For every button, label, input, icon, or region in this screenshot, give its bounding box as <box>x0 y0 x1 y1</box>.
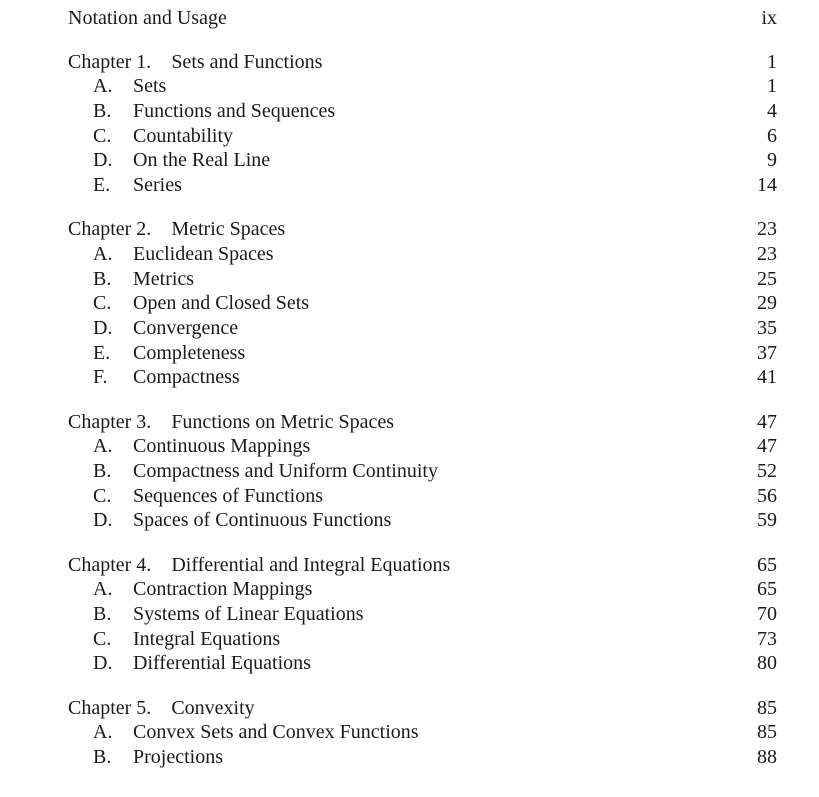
table-of-contents <box>68 6 777 770</box>
entry-title <box>93 745 757 770</box>
toc-entry-section[interactable] <box>68 291 777 316</box>
entry-page: 47 <box>757 435 777 458</box>
chapter-group <box>68 553 777 676</box>
entry-page: 29 <box>757 292 777 315</box>
entry-title <box>93 173 757 198</box>
entry-title <box>68 50 767 75</box>
entry-title <box>93 99 767 124</box>
section-letter: C. <box>93 484 112 507</box>
toc-entry-section[interactable] <box>68 316 777 341</box>
entry-title <box>93 124 767 149</box>
entry-page: ix <box>761 6 777 29</box>
toc-entry-section[interactable] <box>68 99 777 124</box>
toc-entry-section[interactable] <box>68 365 777 390</box>
section-title: Integral Equations <box>133 627 281 650</box>
chapter-label: Chapter 5. <box>68 696 152 719</box>
entry-page: 88 <box>757 745 777 768</box>
entry-title <box>93 148 767 173</box>
section-title: Continuous Mappings <box>133 435 311 458</box>
entry-title <box>93 459 757 484</box>
entry-title <box>93 577 757 602</box>
entry-page: 73 <box>757 627 777 650</box>
chapter-title: Functions on Metric Spaces <box>171 410 395 433</box>
entry-page: 65 <box>757 553 777 576</box>
chapter-group <box>68 50 777 198</box>
section-letter: E. <box>93 174 111 197</box>
chapter-title: Sets and Functions <box>171 50 323 73</box>
section-letter: B. <box>93 267 112 290</box>
entry-page: 52 <box>757 460 777 482</box>
entry-title: Notation and Usage <box>68 6 227 29</box>
toc-entry-section[interactable] <box>68 577 777 602</box>
toc-entry-section[interactable] <box>68 434 777 459</box>
section-letter: B. <box>93 745 112 768</box>
section-title: Compactness <box>133 366 240 389</box>
entry-title <box>68 410 757 435</box>
chapter-title: Convexity <box>171 696 255 719</box>
entry-page: 1 <box>767 50 777 73</box>
section-letter: B. <box>93 100 112 123</box>
section-letter: A. <box>93 243 113 265</box>
toc-entry-section[interactable] <box>68 720 777 745</box>
section-title: Differential Equations <box>133 652 311 675</box>
entry-page: 70 <box>757 602 777 625</box>
section-letter: D. <box>93 317 113 340</box>
section-letter: A. <box>93 75 113 98</box>
section-title: Countability <box>133 124 233 147</box>
section-title: Spaces of Continuous Functions <box>133 509 392 532</box>
entry-page: 59 <box>757 509 777 532</box>
entry-page: 80 <box>757 652 777 675</box>
entry-page: 85 <box>757 696 777 719</box>
section-letter: A. <box>93 578 113 601</box>
section-letter: B. <box>93 460 112 482</box>
section-title: Contraction Mappings <box>133 578 313 601</box>
section-title: Completeness <box>133 341 246 364</box>
chapter-group <box>68 696 777 770</box>
entry-title <box>93 365 757 390</box>
entry-title <box>93 484 757 509</box>
entry-title <box>68 217 757 242</box>
entry-title <box>93 74 767 99</box>
chapter-label: Chapter 2. <box>68 218 152 241</box>
entry-page: 65 <box>757 578 777 601</box>
entry-page: 41 <box>757 366 777 389</box>
entry-title <box>93 720 757 745</box>
toc-entry-notation[interactable] <box>68 6 777 31</box>
chapter-title: Differential and Integral Equations <box>171 553 451 576</box>
section-title: Compactness and Uniform Continuity <box>133 460 438 482</box>
entry-page: 6 <box>767 124 777 147</box>
toc-entry-section[interactable] <box>68 74 777 99</box>
toc-entry-section[interactable] <box>68 173 777 198</box>
toc-entry-section[interactable] <box>68 242 777 267</box>
section-title: Metrics <box>133 267 195 290</box>
toc-entry-chapter[interactable] <box>68 696 777 721</box>
section-letter: C. <box>93 292 112 315</box>
entry-page: 23 <box>757 243 777 265</box>
entry-page: 47 <box>757 410 777 433</box>
entry-title <box>93 267 757 292</box>
section-letter: B. <box>93 602 112 625</box>
entry-page: 35 <box>757 317 777 340</box>
section-title: Projections <box>133 745 223 768</box>
entry-page: 25 <box>757 267 777 290</box>
section-letter: A. <box>93 435 113 458</box>
section-letter: D. <box>93 509 113 532</box>
section-letter: A. <box>93 721 113 744</box>
section-title: Open and Closed Sets <box>133 292 310 315</box>
section-title: Sets <box>133 75 167 98</box>
entry-page: 56 <box>757 484 777 507</box>
toc-entry-section[interactable] <box>68 341 777 366</box>
entry-title <box>93 341 757 366</box>
section-letter: D. <box>93 149 113 172</box>
entry-page: 37 <box>757 341 777 364</box>
entry-page: 9 <box>767 149 777 172</box>
entry-page: 4 <box>767 100 777 123</box>
toc-entry-section[interactable] <box>68 651 777 676</box>
entry-title <box>93 602 757 627</box>
section-letter: C. <box>93 124 112 147</box>
entry-title <box>68 553 757 578</box>
chapter-group <box>68 410 777 533</box>
chapter-group <box>68 217 777 390</box>
section-title: Systems of Linear Equations <box>133 602 364 625</box>
toc-entry-section[interactable] <box>68 267 777 292</box>
section-title: Convex Sets and Convex Functions <box>133 721 419 744</box>
toc-entry-section[interactable] <box>68 484 777 509</box>
section-letter: E. <box>93 341 111 364</box>
toc-entry-section[interactable] <box>68 745 777 770</box>
section-title: Series <box>133 174 182 197</box>
section-letter: D. <box>93 652 113 675</box>
entry-title <box>93 242 757 267</box>
toc-entry-section[interactable] <box>68 602 777 627</box>
entry-title <box>93 434 757 459</box>
chapter-label: Chapter 3. <box>68 410 152 433</box>
section-letter: C. <box>93 627 112 650</box>
entry-title <box>93 291 757 316</box>
toc-entry-chapter[interactable] <box>68 217 777 242</box>
entry-title <box>93 651 757 676</box>
entry-title <box>93 627 757 652</box>
toc-entry-section[interactable] <box>68 148 777 173</box>
section-title: Sequences of Functions <box>133 484 323 507</box>
toc-entry-chapter[interactable] <box>68 50 777 75</box>
entry-title <box>93 316 757 341</box>
toc-entry-chapter[interactable] <box>68 553 777 578</box>
entry-title <box>93 508 757 533</box>
toc-entry-section[interactable] <box>68 459 777 484</box>
toc-entry-section[interactable] <box>68 124 777 149</box>
chapter-title: Metric Spaces <box>171 218 286 241</box>
section-title: On the Real Line <box>133 149 271 172</box>
entry-page: 1 <box>767 75 777 98</box>
chapter-label: Chapter 1. <box>68 50 152 73</box>
entry-page: 85 <box>757 721 777 744</box>
chapter-label: Chapter 4. <box>68 553 152 576</box>
entry-page: 23 <box>757 218 777 241</box>
toc-entry-section[interactable] <box>68 627 777 652</box>
entry-page: 14 <box>757 174 777 197</box>
entry-title <box>68 696 757 721</box>
toc-entry-chapter[interactable] <box>68 410 777 435</box>
section-title: Functions and Sequences <box>133 100 336 123</box>
section-title: Convergence <box>133 317 239 340</box>
section-letter: F. <box>93 366 108 389</box>
section-title: Euclidean Spaces <box>133 243 274 265</box>
toc-entry-section[interactable] <box>68 508 777 533</box>
